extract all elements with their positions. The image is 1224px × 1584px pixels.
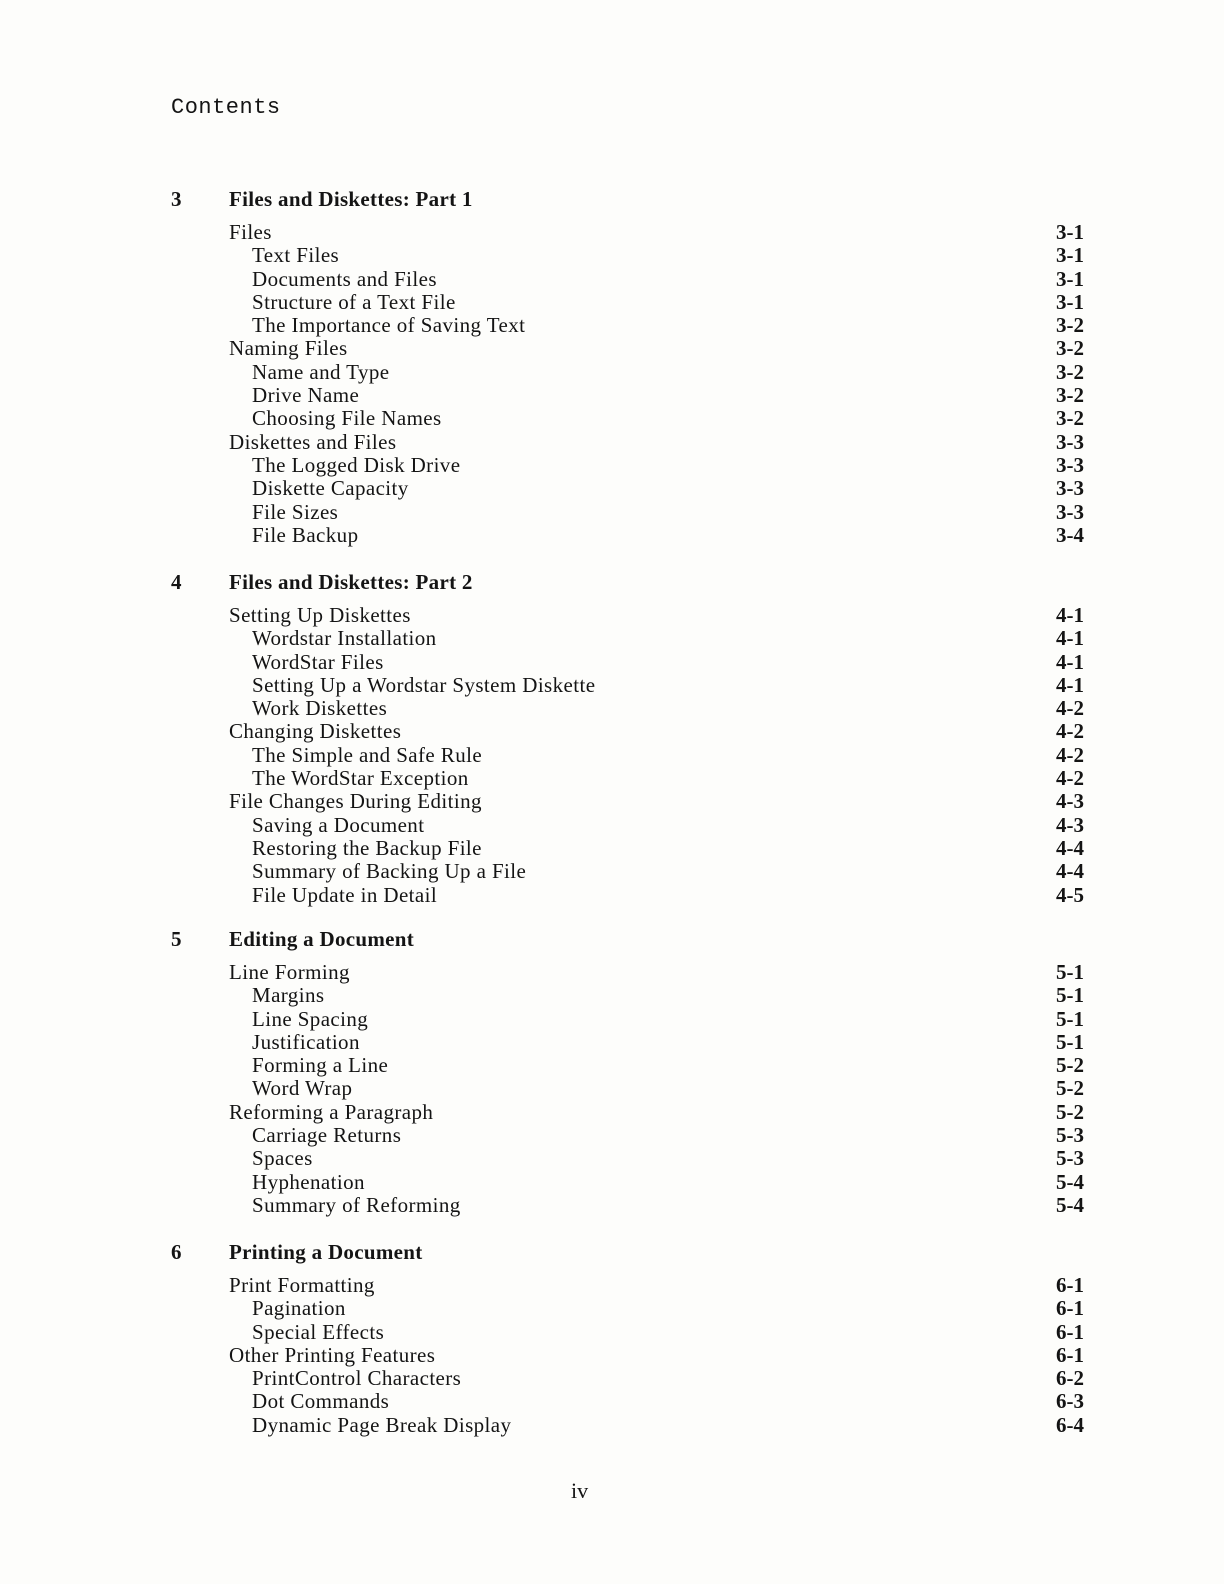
- toc-entry: [0, 674, 1224, 697]
- toc-entry-page: 5-2: [1056, 1076, 1084, 1101]
- chapter-section: [0, 570, 1224, 907]
- chapter-title: Editing a Document: [229, 927, 415, 951]
- toc-entry-label: Line Forming: [229, 960, 350, 984]
- toc-entry-page: 3-4: [1056, 522, 1084, 547]
- toc-entry-page: 4-3: [1056, 812, 1084, 837]
- toc-entry: [0, 1414, 1224, 1437]
- toc-entry-label: Files: [229, 220, 272, 244]
- chapter-number: 5: [171, 927, 182, 951]
- toc-entry: [0, 1194, 1224, 1217]
- toc-entry-page: 4-1: [1056, 626, 1084, 651]
- toc-entry-page: 6-1: [1056, 1296, 1084, 1321]
- toc-entry-page: 3-3: [1056, 476, 1084, 501]
- toc-entry-label: The Simple and Safe Rule: [252, 742, 483, 767]
- toc-entry-label: Diskette Capacity: [252, 476, 409, 501]
- chapter-heading: [0, 927, 1224, 961]
- toc-entry: [0, 1344, 1224, 1367]
- toc-entry-label: PrintControl Characters: [252, 1366, 462, 1391]
- toc-entry: [0, 1321, 1224, 1344]
- chapter-number: 6: [171, 1240, 182, 1264]
- chapter-number: 3: [171, 187, 182, 211]
- chapter-title: Files and Diskettes: Part 1: [229, 187, 473, 211]
- toc-entry: [0, 767, 1224, 790]
- toc-entry-label: File Update in Detail: [252, 882, 438, 907]
- toc-entry-page: 3-2: [1056, 336, 1084, 361]
- toc-entry: [0, 837, 1224, 860]
- toc-entry-label: Summary of Backing Up a File: [252, 859, 527, 884]
- toc-entry-page: 5-2: [1056, 1053, 1084, 1078]
- toc-entry-label: Reforming a Paragraph: [229, 1099, 434, 1124]
- toc-entry-page: 5-1: [1056, 983, 1084, 1008]
- toc-entry: [0, 1008, 1224, 1031]
- toc-entry: [0, 814, 1224, 837]
- toc-entry-label: File Changes During Editing: [229, 789, 482, 814]
- toc-entry-page: 5-4: [1056, 1192, 1084, 1217]
- toc-entry-page: 4-5: [1056, 882, 1084, 907]
- toc-entry-label: Structure of a Text File: [252, 289, 456, 314]
- toc-entry: [0, 407, 1224, 430]
- toc-entry-page: 6-3: [1056, 1389, 1084, 1414]
- toc-entry-label: WordStar Files: [252, 649, 384, 674]
- toc-entry: [0, 1171, 1224, 1194]
- toc-entry-label: Text Files: [252, 243, 340, 268]
- toc-entry-page: 4-2: [1056, 742, 1084, 767]
- toc-entry-page: 3-2: [1056, 383, 1084, 408]
- toc-entry-page: 6-4: [1056, 1412, 1084, 1437]
- toc-entry-label: Documents and Files: [252, 266, 437, 291]
- toc-entry-label: Setting Up Diskettes: [229, 603, 411, 627]
- toc-entry-label: Restoring the Backup File: [252, 835, 482, 860]
- toc-entry-label: Summary of Reforming: [252, 1192, 461, 1217]
- page-header-title: Contents: [171, 95, 281, 120]
- toc-entry-page: 5-1: [1056, 1029, 1084, 1054]
- toc-entry-page: 5-3: [1056, 1146, 1084, 1171]
- chapter-heading: [0, 1240, 1224, 1274]
- toc-entry-page: 3-2: [1056, 359, 1084, 384]
- page-number: iv: [571, 1478, 589, 1503]
- toc-entry-page: 4-2: [1056, 766, 1084, 791]
- toc-entry: [0, 291, 1224, 314]
- toc-entry: [0, 1367, 1224, 1390]
- toc-entry: [0, 697, 1224, 720]
- toc-entry-label: Drive Name: [252, 383, 360, 408]
- toc-entry: [0, 1101, 1224, 1124]
- toc-entry-label: Wordstar Installation: [252, 626, 437, 651]
- toc-entry-label: Name and Type: [252, 359, 390, 384]
- toc-entry-page: 4-1: [1056, 672, 1084, 697]
- toc-entry: [0, 1124, 1224, 1147]
- toc-entry-label: File Sizes: [252, 499, 339, 524]
- toc-entry: [0, 1297, 1224, 1320]
- chapter-number: 4: [171, 570, 182, 594]
- toc-entry-page: 6-1: [1056, 1273, 1084, 1297]
- toc-entry-page: 3-1: [1056, 220, 1084, 244]
- toc-entry-page: 4-1: [1056, 603, 1084, 627]
- toc-entry: [0, 501, 1224, 524]
- toc-entry-page: 6-1: [1056, 1319, 1084, 1344]
- toc-entry: [0, 1390, 1224, 1413]
- toc-entry-page: 5-1: [1056, 960, 1084, 984]
- toc-entry-label: Carriage Returns: [252, 1123, 402, 1148]
- toc-entry: [0, 477, 1224, 500]
- toc-entry: [0, 524, 1224, 547]
- toc-entry-label: Special Effects: [252, 1319, 385, 1344]
- toc-entry: [0, 431, 1224, 454]
- toc-entry-page: 5-1: [1056, 1006, 1084, 1031]
- toc-entry-label: Diskettes and Files: [229, 429, 397, 454]
- toc-entry: [0, 1274, 1224, 1297]
- chapter-section: [0, 927, 1224, 1217]
- toc-entry-label: Line Spacing: [252, 1006, 369, 1031]
- toc-entry-page: 6-1: [1056, 1342, 1084, 1367]
- toc-entry-page: 5-3: [1056, 1123, 1084, 1148]
- toc-entry-page: 5-4: [1056, 1169, 1084, 1194]
- toc-entry-label: Justification: [252, 1029, 360, 1054]
- toc-entry-label: Pagination: [252, 1296, 346, 1321]
- toc-entry: [0, 790, 1224, 813]
- toc-entry-page: 3-3: [1056, 452, 1084, 477]
- toc-entry: [0, 337, 1224, 360]
- toc-entry: [0, 361, 1224, 384]
- toc-entry-page: 5-2: [1056, 1099, 1084, 1124]
- toc-entry-label: Dot Commands: [252, 1389, 390, 1414]
- toc-entry-page: 4-2: [1056, 719, 1084, 744]
- toc-entry: [0, 268, 1224, 291]
- toc-entry: [0, 1077, 1224, 1100]
- chapter-title: Printing a Document: [229, 1240, 423, 1264]
- toc-entry-label: File Backup: [252, 522, 359, 547]
- toc-entry: [0, 720, 1224, 743]
- toc-entry: [0, 1054, 1224, 1077]
- toc-entry-page: 4-4: [1056, 835, 1084, 860]
- chapter-section: [0, 187, 1224, 547]
- toc-entry-label: Word Wrap: [252, 1076, 353, 1101]
- toc-entry: [0, 884, 1224, 907]
- toc-entry: [0, 221, 1224, 244]
- toc-entry-label: Choosing File Names: [252, 406, 442, 431]
- toc-entry: [0, 744, 1224, 767]
- toc-entry-label: Print Formatting: [229, 1273, 375, 1297]
- chapter-section: [0, 1240, 1224, 1437]
- toc-entry-page: 3-1: [1056, 289, 1084, 314]
- toc-entry-page: 3-3: [1056, 499, 1084, 524]
- toc-entry-label: Changing Diskettes: [229, 719, 402, 744]
- toc-entry: [0, 604, 1224, 627]
- toc-entry-page: 6-2: [1056, 1366, 1084, 1391]
- toc-entry-page: 4-1: [1056, 649, 1084, 674]
- toc-entry-label: Spaces: [252, 1146, 313, 1171]
- toc-entry-page: 4-4: [1056, 859, 1084, 884]
- toc-entry: [0, 454, 1224, 477]
- toc-entry-label: The Logged Disk Drive: [252, 452, 461, 477]
- toc-entry: [0, 961, 1224, 984]
- toc-entry: [0, 1031, 1224, 1054]
- toc-entry-label: Hyphenation: [252, 1169, 365, 1194]
- chapter-heading: [0, 570, 1224, 604]
- toc-entry-page: 4-3: [1056, 789, 1084, 814]
- chapter-heading: [0, 187, 1224, 221]
- toc-entry: [0, 627, 1224, 650]
- toc-entry: [0, 314, 1224, 337]
- toc-entry-page: 3-1: [1056, 243, 1084, 268]
- toc-entry-label: Other Printing Features: [229, 1342, 436, 1367]
- toc-entry-page: 3-2: [1056, 406, 1084, 431]
- toc-entry-label: Forming a Line: [252, 1053, 389, 1078]
- toc-entry-label: The Importance of Saving Text: [252, 313, 526, 338]
- toc-entry: [0, 651, 1224, 674]
- toc-entry-page: 4-2: [1056, 696, 1084, 721]
- toc-entry: [0, 244, 1224, 267]
- toc-entry: [0, 1147, 1224, 1170]
- toc-entry: [0, 860, 1224, 883]
- chapter-title: Files and Diskettes: Part 2: [229, 570, 473, 594]
- toc-entry: [0, 984, 1224, 1007]
- toc-entry-page: 3-2: [1056, 313, 1084, 338]
- toc-entry-label: The WordStar Exception: [252, 766, 469, 791]
- toc-entry-label: Margins: [252, 983, 325, 1008]
- toc-entry-label: Saving a Document: [252, 812, 425, 837]
- toc-entry-page: 3-1: [1056, 266, 1084, 291]
- toc-entry-label: Dynamic Page Break Display: [252, 1412, 512, 1437]
- toc-entry-label: Naming Files: [229, 336, 348, 361]
- toc-entry: [0, 384, 1224, 407]
- toc-entry-page: 3-3: [1056, 429, 1084, 454]
- toc-entry-label: Work Diskettes: [252, 696, 388, 721]
- toc-entry-label: Setting Up a Wordstar System Diskette: [252, 672, 596, 697]
